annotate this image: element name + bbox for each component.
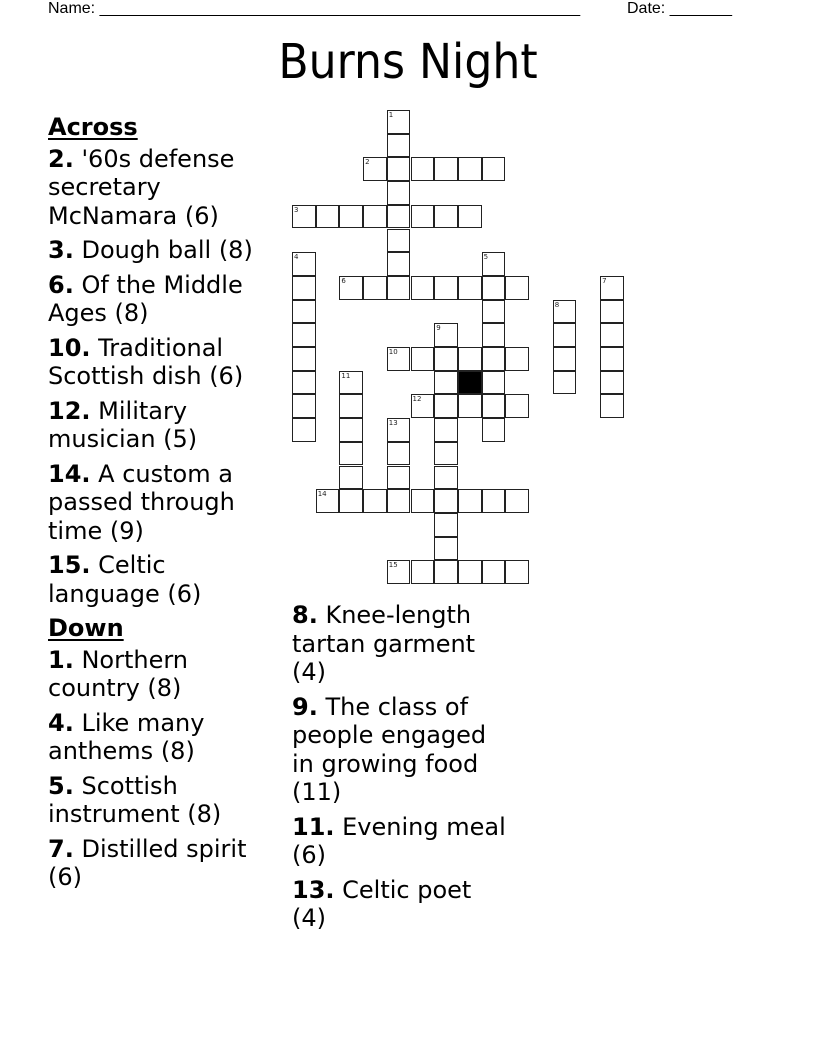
grid-cell[interactable] <box>339 442 363 466</box>
grid-cell[interactable] <box>292 205 316 229</box>
grid-cell[interactable] <box>292 323 316 347</box>
grid-cell[interactable] <box>482 323 506 347</box>
grid-cell[interactable] <box>316 489 340 513</box>
grid-cell[interactable] <box>387 229 411 253</box>
grid-cell[interactable] <box>458 394 482 418</box>
grid-cell[interactable] <box>387 252 411 276</box>
grid-cell[interactable] <box>434 157 458 181</box>
grid-cell[interactable] <box>482 371 506 395</box>
date-field[interactable]: Date: _______ <box>627 0 732 17</box>
grid-cell[interactable] <box>411 157 435 181</box>
grid-cell[interactable] <box>482 347 506 371</box>
grid-cell[interactable] <box>292 300 316 324</box>
clue-number: 10 <box>388 348 398 356</box>
grid-cell[interactable] <box>292 276 316 300</box>
name-field[interactable]: Name: ______________________________________________________ <box>48 0 581 17</box>
grid-cell[interactable] <box>505 276 529 300</box>
grid-cell[interactable] <box>387 276 411 300</box>
across-clue-3: 3. Dough ball (8) <box>48 236 253 264</box>
grid-cell[interactable] <box>387 418 411 442</box>
down-clue-13: 13. Celtic poet (4) <box>292 875 472 932</box>
worksheet-header <box>48 0 748 20</box>
grid-cell[interactable] <box>505 560 529 584</box>
grid-cell[interactable] <box>505 489 529 513</box>
grid-cell[interactable] <box>411 489 435 513</box>
down-clue-8: 8. Knee-length tartan garment (4) <box>292 601 476 686</box>
grid-cell[interactable] <box>292 371 316 395</box>
grid-cell[interactable] <box>411 394 435 418</box>
grid-cell[interactable] <box>363 489 387 513</box>
grid-cell[interactable] <box>434 347 458 371</box>
across-clue-2: 2. '60s defense secretary McNamara (6) <box>48 144 235 230</box>
grid-cell[interactable] <box>411 560 435 584</box>
grid-cell[interactable] <box>458 205 482 229</box>
grid-cell[interactable] <box>339 371 363 395</box>
grid-cell[interactable] <box>482 394 506 418</box>
clue-number: 4 <box>294 253 299 262</box>
clue-number: 9 <box>436 324 441 333</box>
clue-number: 7 <box>602 276 607 285</box>
grid-cell[interactable] <box>387 347 411 371</box>
grid-cell[interactable] <box>434 418 458 442</box>
grid-cell[interactable] <box>482 489 506 513</box>
grid-cell[interactable] <box>600 300 624 324</box>
down-clue-5: 5. Scottish instrument (8) <box>48 771 222 828</box>
grid-cell[interactable] <box>600 371 624 395</box>
grid-cell[interactable] <box>458 489 482 513</box>
grid-cell[interactable] <box>482 157 506 181</box>
grid-cell[interactable] <box>458 157 482 181</box>
grid-cell[interactable] <box>553 347 577 371</box>
grid-cell[interactable] <box>339 489 363 513</box>
clue-number: 8 <box>554 300 560 309</box>
clue-number: 14 <box>317 490 327 499</box>
grid-cell[interactable] <box>339 276 363 300</box>
clue-number: 2 <box>365 158 370 167</box>
down-clue-1: 1. Northern country (8) <box>48 645 189 702</box>
grid-cell[interactable] <box>339 394 363 418</box>
grid-cell[interactable] <box>434 394 458 418</box>
grid-cell[interactable] <box>411 205 435 229</box>
clue-number: 5 <box>483 253 489 262</box>
grid-cell[interactable] <box>482 300 506 324</box>
grid-cell[interactable] <box>339 418 363 442</box>
grid-cell[interactable] <box>482 252 506 276</box>
grid-cell[interactable] <box>411 276 435 300</box>
grid-cell[interactable] <box>505 394 529 418</box>
grid-cell[interactable] <box>292 252 316 276</box>
black-cell <box>458 371 482 395</box>
clues-column-left <box>48 113 273 898</box>
grid-cell[interactable] <box>339 205 363 229</box>
clue-number: 3 <box>294 205 299 214</box>
across-clue-14: 14. A custom a passed through time (9) <box>48 459 235 545</box>
grid-cell[interactable] <box>434 513 458 537</box>
clue-number: 12 <box>412 395 422 404</box>
grid-cell[interactable] <box>600 323 624 347</box>
grid-cell[interactable] <box>458 560 482 584</box>
clue-number: 11 <box>341 371 351 380</box>
grid-cell[interactable] <box>411 347 435 371</box>
crossword-grid <box>292 110 632 590</box>
grid-cell[interactable] <box>434 442 458 466</box>
grid-cell[interactable] <box>292 394 316 418</box>
grid-cell[interactable] <box>434 560 458 584</box>
grid-cell[interactable] <box>553 300 577 324</box>
grid-cell[interactable] <box>292 418 316 442</box>
across-clue-15: 15. Celtic language (6) <box>48 551 202 608</box>
grid-cell[interactable] <box>387 442 411 466</box>
grid-cell[interactable] <box>553 323 577 347</box>
down-clue-7: 7. Distilled spirit (6) <box>48 834 247 891</box>
clue-number: 15 <box>388 561 398 570</box>
grid-cell[interactable] <box>434 489 458 513</box>
across-clue-12: 12. Military musician (5) <box>48 396 198 453</box>
grid-cell[interactable] <box>434 205 458 229</box>
grid-cell[interactable] <box>600 347 624 371</box>
grid-cell[interactable] <box>434 276 458 300</box>
grid-cell[interactable] <box>387 110 411 134</box>
clue-number: 13 <box>388 419 398 428</box>
grid-cell[interactable] <box>434 466 458 490</box>
down-clue-9: 9. The class of people engaged in growing food (11) <box>292 692 487 806</box>
grid-cell[interactable] <box>482 560 506 584</box>
across-clue-6: 6. Of the Middle Ages (8) <box>48 270 243 327</box>
grid-cell[interactable] <box>458 347 482 371</box>
grid-cell[interactable] <box>387 205 411 229</box>
grid-cell[interactable] <box>600 394 624 418</box>
clues-column-right <box>292 601 507 939</box>
grid-cell[interactable] <box>482 418 506 442</box>
grid-cell[interactable] <box>434 537 458 561</box>
across-heading: Across <box>48 113 138 141</box>
grid-cell[interactable] <box>363 157 387 181</box>
down-clue-4: 4. Like many anthems (8) <box>48 708 205 765</box>
clue-number: 1 <box>388 111 394 119</box>
grid-cell[interactable] <box>434 371 458 395</box>
puzzle-title: Burns Night <box>278 34 538 90</box>
grid-cell[interactable] <box>387 134 411 158</box>
grid-cell[interactable] <box>363 276 387 300</box>
grid-cell[interactable] <box>363 205 387 229</box>
grid-cell[interactable] <box>387 489 411 513</box>
down-heading: Down <box>48 614 124 642</box>
across-clue-10: 10. Traditional Scottish dish (6) <box>48 333 244 390</box>
grid-cell[interactable] <box>339 466 363 490</box>
grid-cell[interactable] <box>387 181 411 205</box>
grid-cell[interactable] <box>292 347 316 371</box>
grid-cell[interactable] <box>600 276 624 300</box>
grid-cell[interactable] <box>316 205 340 229</box>
grid-cell[interactable] <box>505 347 529 371</box>
grid-cell[interactable] <box>434 323 458 347</box>
down-clue-11: 11. Evening meal (6) <box>292 812 506 869</box>
grid-cell[interactable] <box>387 560 411 584</box>
grid-cell[interactable] <box>387 157 411 181</box>
grid-cell[interactable] <box>553 371 577 395</box>
grid-cell[interactable] <box>387 466 411 490</box>
clue-number: 6 <box>341 276 346 285</box>
grid-cell[interactable] <box>482 276 506 300</box>
grid-cell[interactable] <box>458 276 482 300</box>
